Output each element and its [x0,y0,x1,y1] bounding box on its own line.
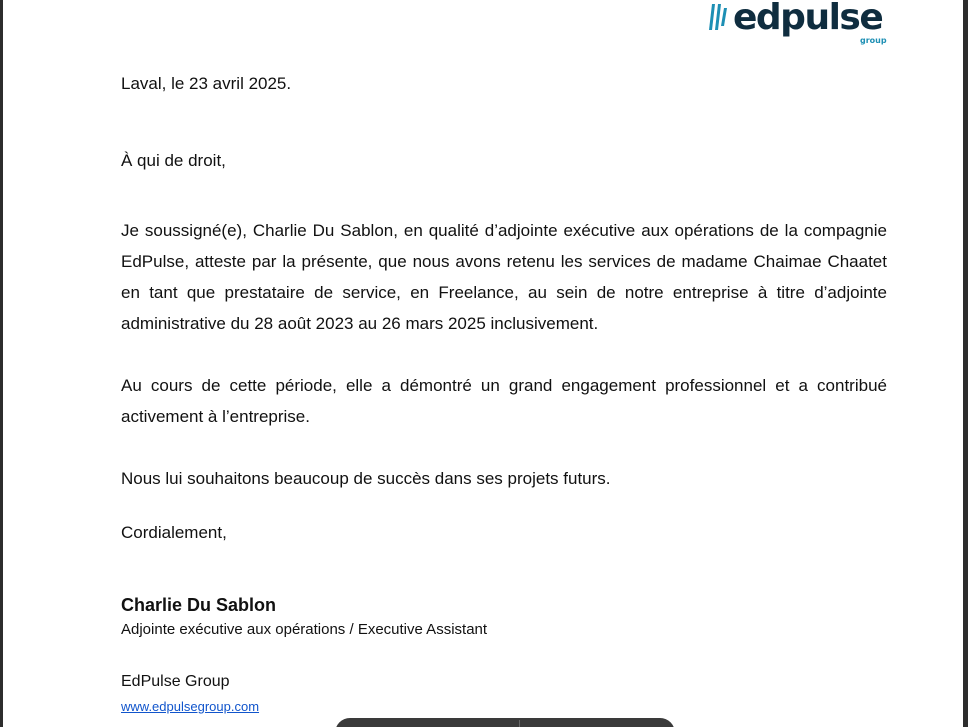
logo-wordmark: edpulse [733,0,883,38]
company-website-link[interactable]: www.edpulsegroup.com [121,699,260,714]
logo-subtitle: group [860,36,887,45]
letter-closing: Cordialement, [121,523,227,542]
signature-company: EdPulse Group [121,673,230,690]
edpulse-logo [709,0,889,48]
letter-paragraph-wishes: Nous lui souhaitons beaucoup de succès dans ses projets futurs. [121,469,611,488]
signature-title: Adjointe exécutive aux opérations / Executive Assistant [121,621,488,638]
letter-paragraph-engagement: Au cours de cette période, elle a démontré un grand engagement professionnel et a contribué activement à l’entreprise. [121,376,887,426]
viewer-frame-right [963,0,968,727]
signature-name: Charlie Du Sablon [121,595,277,615]
pulse-bars-icon [709,4,727,30]
toolbar-divider [519,720,520,727]
viewer-floating-toolbar[interactable] [335,718,675,727]
document-page [3,0,963,727]
letter-date: Laval, le 23 avril 2025. [121,74,292,93]
letter-paragraph-attestation: Je soussigné(e), Charlie Du Sablon, en qualité d’adjointe exécutive aux opérations de la compagnie EdPulse, atteste par la présente, que nous avons retenu les services de madame Chaimae Chaatet en tant que prestataire de service, en Freelance, au sein de notre entreprise à titre d’adjointe administrative du 28 août 2023 au 26 mars 2025 inclusivement. [121,221,887,333]
letter-salutation: À qui de droit, [121,151,226,170]
